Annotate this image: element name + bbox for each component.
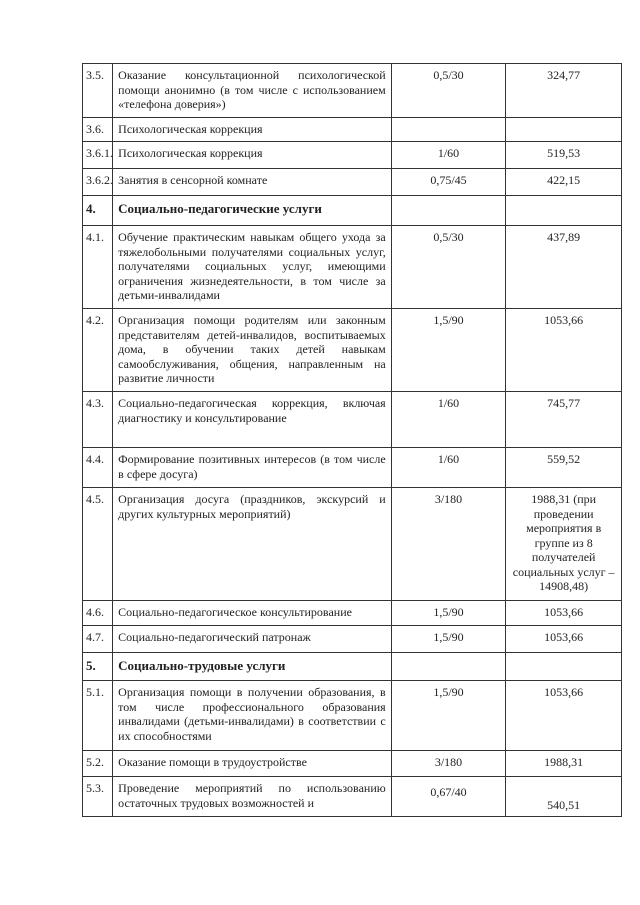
table-row: [83, 601, 622, 626]
row-number: 4.5.: [83, 488, 113, 601]
service-price: 1988,31: [506, 751, 622, 777]
row-number: 3.5.: [83, 64, 113, 118]
service-price: 1988,31 (при проведении мероприятия в группе из 8 получателей социальных услуг – 14908,48): [506, 488, 622, 601]
time-norm: 0,5/30: [391, 64, 506, 118]
time-norm: 1/60: [391, 392, 506, 448]
service-price: 1053,66: [506, 626, 622, 653]
service-price: 519,53: [506, 142, 622, 169]
time-norm: 1,5/90: [391, 626, 506, 653]
service-name: Психологическая коррекция: [113, 118, 392, 142]
service-price: 745,77: [506, 392, 622, 448]
table-row: [83, 488, 622, 601]
table-row: [83, 142, 622, 169]
tariff-table: [82, 63, 622, 817]
table-row: [83, 777, 622, 817]
service-name: Формирование позитивных интересов (в том числе в сфере досуга): [113, 448, 392, 488]
row-number: 4.3.: [83, 392, 113, 448]
time-norm: [391, 653, 506, 681]
row-number: 5.2.: [83, 751, 113, 777]
service-name: Организация помощи родителям или законным представителям детей-инвалидов, воспитываемых дома, в обучении таких детей навыкам самообслуживания, общения, направленным на развитие личности: [113, 309, 392, 392]
service-name: Оказание помощи в трудоустройстве: [113, 751, 392, 777]
row-number: 4.1.: [83, 226, 113, 309]
service-price: [506, 118, 622, 142]
time-norm: [391, 196, 506, 226]
time-norm: 1,5/90: [391, 681, 506, 751]
service-price: 324,77: [506, 64, 622, 118]
time-norm: 0,75/45: [391, 169, 506, 196]
service-price: 1053,66: [506, 601, 622, 626]
time-norm: 3/180: [391, 488, 506, 601]
table-row: [83, 309, 622, 392]
time-norm: 0,67/40: [391, 777, 506, 817]
table-row: [83, 681, 622, 751]
section-row: [83, 196, 622, 226]
service-name: Психологическая коррекция: [113, 142, 392, 169]
time-norm: 3/180: [391, 751, 506, 777]
time-norm: 0,5/30: [391, 226, 506, 309]
service-price: 1053,66: [506, 309, 622, 392]
row-number: 4.2.: [83, 309, 113, 392]
service-price: 559,52: [506, 448, 622, 488]
service-name: Организация досуга (праздников, экскурсий и других культурных мероприятий): [113, 488, 392, 601]
row-number: 5.1.: [83, 681, 113, 751]
row-number: 4.6.: [83, 601, 113, 626]
time-norm: 1/60: [391, 142, 506, 169]
service-name: Социально-педагогическая коррекция, включая диагностику и консультирование: [113, 392, 392, 448]
service-price: 540,51: [506, 777, 622, 817]
row-number: 3.6.1.: [83, 142, 113, 169]
time-norm: 1,5/90: [391, 601, 506, 626]
time-norm: 1,5/90: [391, 309, 506, 392]
row-number: 3.6.: [83, 118, 113, 142]
section-row: [83, 653, 622, 681]
time-norm: 1/60: [391, 448, 506, 488]
table-row: [83, 751, 622, 777]
service-name: Социально-педагогические услуги: [113, 196, 392, 226]
service-name: Социально-педагогический патронаж: [113, 626, 392, 653]
service-price: [506, 196, 622, 226]
table-row: [83, 392, 622, 448]
service-price: 1053,66: [506, 681, 622, 751]
service-price: 437,89: [506, 226, 622, 309]
table-row: [83, 626, 622, 653]
row-number: 4.7.: [83, 626, 113, 653]
tariff-table-body: [83, 64, 622, 817]
service-name: Проведение мероприятий по использованию остаточных трудовых возможностей и: [113, 777, 392, 817]
time-norm: [391, 118, 506, 142]
table-row: [83, 448, 622, 488]
service-price: [506, 653, 622, 681]
table-row: [83, 118, 622, 142]
service-name: Социально-трудовые услуги: [113, 653, 392, 681]
service-name: Социально-педагогическое консультирование: [113, 601, 392, 626]
service-name: Оказание консультационной психологической помощи анонимно (в том числе с использованием «телефона доверия»): [113, 64, 392, 118]
service-name: Организация помощи в получении образования, в том числе профессионального образования инвалидами (детьми-инвалидами) в соответствии с их способностями: [113, 681, 392, 751]
table-row: [83, 226, 622, 309]
table-row: [83, 64, 622, 118]
table-row: [83, 169, 622, 196]
row-number: 3.6.2.: [83, 169, 113, 196]
row-number: 4.4.: [83, 448, 113, 488]
service-name: Обучение практическим навыкам общего ухода за тяжелобольными получателями социальных услуг, получателями социальных услуг, имеющими ограничения жизнедеятельности, в том числе за детьми-инвалидами: [113, 226, 392, 309]
row-number: 5.3.: [83, 777, 113, 817]
service-name: Занятия в сенсорной комнате: [113, 169, 392, 196]
service-price: 422,15: [506, 169, 622, 196]
row-number: 4.: [83, 196, 113, 226]
row-number: 5.: [83, 653, 113, 681]
